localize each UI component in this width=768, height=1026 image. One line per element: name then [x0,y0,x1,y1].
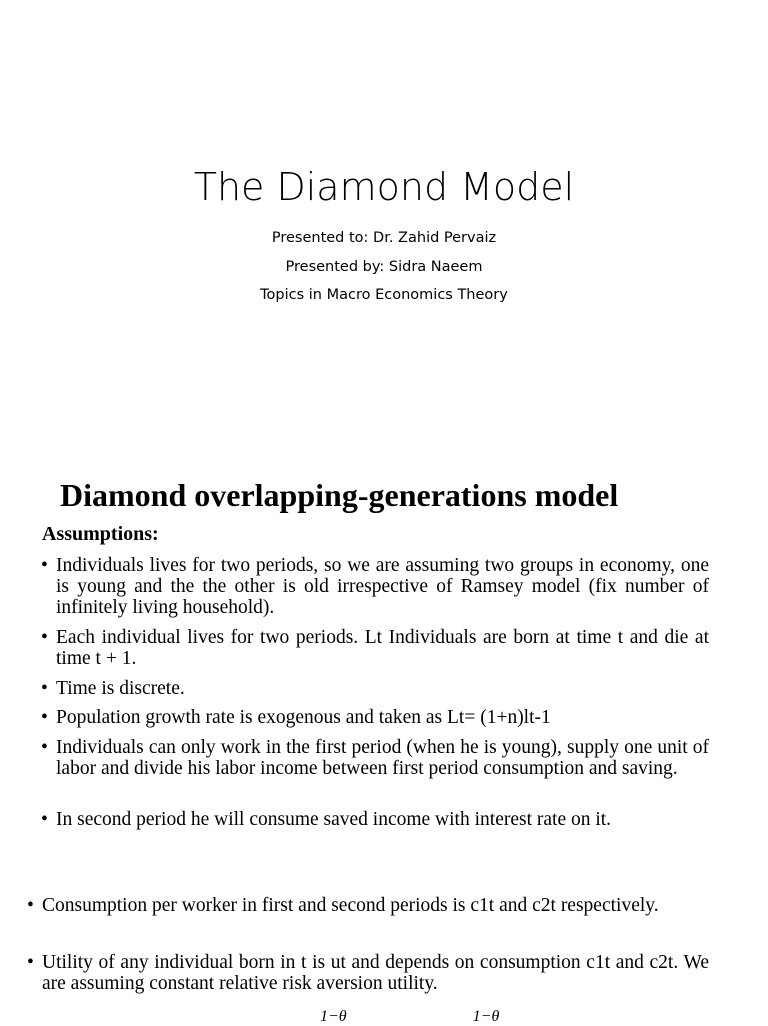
bullet-icon: • [41,678,48,699]
list-item [41,707,709,728]
title-slide [0,0,768,460]
list-item [27,895,709,916]
bullet-text: Consumption per worker in first and second periods is c1t and c2t respectively. [42,895,659,916]
slide-title: Diamond overlapping-generations model [60,477,619,513]
list-item [27,952,709,994]
bullet-icon: • [41,809,48,830]
presented-to: Presented to: Dr. Zahid Pervaiz [271,230,497,246]
formula-exponent: 1−θ [320,1008,347,1025]
bullet-text: In second period he will consume saved income with interest rate on it. [56,809,612,830]
bullet-icon: • [41,627,48,648]
course-name: Topics in Macro Economics Theory [260,287,508,303]
formula-exponent: 1−θ [472,1008,500,1025]
bullet-text: Each individual lives for two periods. Lt Individuals are born at time t and die at time t + 1. [56,627,709,669]
bullet-icon: • [41,555,48,576]
slide-title: The Diamond Model [193,165,575,209]
list-item [41,627,709,669]
presented-by: Presented by: Sidra Naeem [285,259,483,275]
bullet-text: Population growth rate is exogenous and taken as Lt= (1+n)lt-1 [56,707,551,728]
bullet-icon: • [27,952,34,973]
bullet-text: Time is discrete. [56,678,185,699]
list-item [41,555,709,618]
list-item [41,678,709,699]
assumptions-slide [0,460,768,1024]
bullet-text: Individuals lives for two periods, so we are assuming two groups in economy, one is young and the the other is old irrespective of Ramsey model (fix number of infinitely living household). [56,555,709,618]
bullet-icon: • [41,737,48,758]
bullet-text: Utility of any individual born in t is ut and depends on consumption c1t and c2t. We are assuming constant relative risk aversion utility. [42,952,709,994]
utility-formula-fragment [320,1008,499,1026]
section-heading: Assumptions: [42,523,159,545]
list-item [41,809,709,830]
bullet-icon: • [27,895,34,916]
list-item [41,737,709,779]
bullet-text: Individuals can only work in the first period (when he is young), supply one unit of labor and divide his labor income between first period consumption and saving. [56,737,709,779]
bullet-icon: • [41,707,48,728]
